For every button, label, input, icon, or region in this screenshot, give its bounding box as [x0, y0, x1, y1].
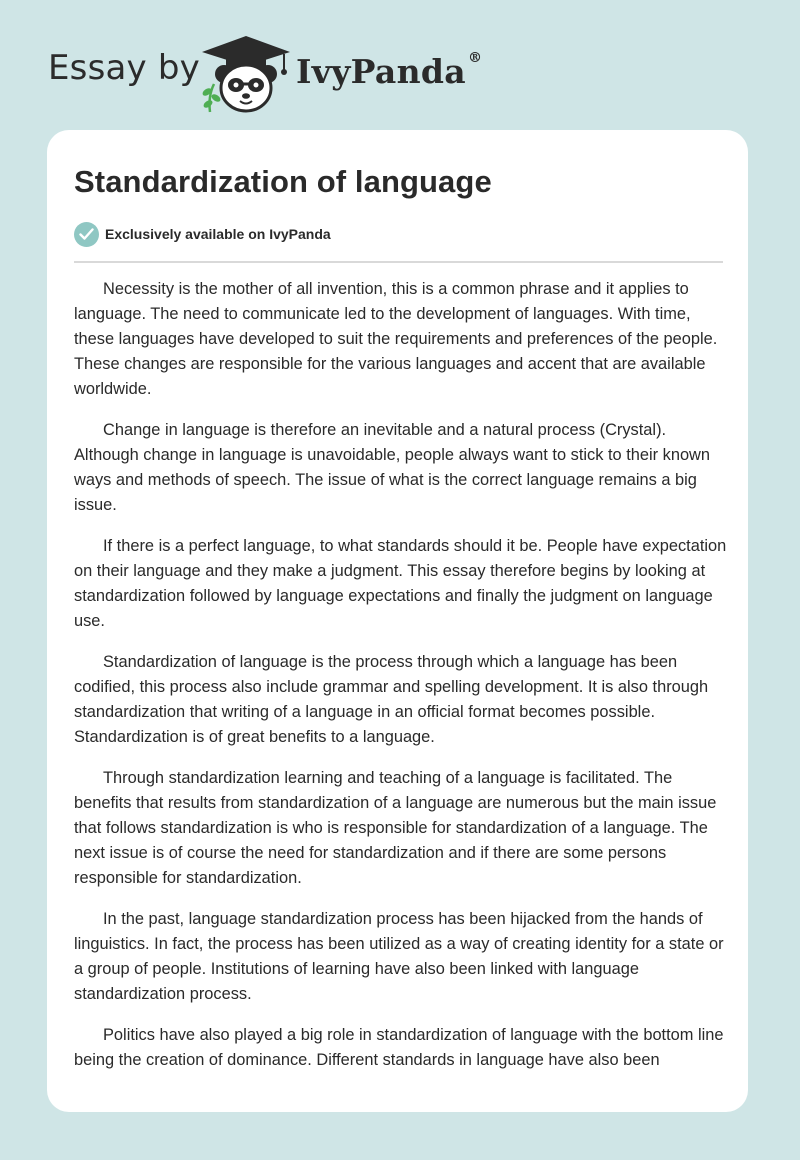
site-header	[0, 0, 800, 120]
paragraph: If there is a perfect language, to what standards should it be. People have expectation on their language and they make a judgment. This essay therefore begins by looking at standardization followed by language expectations and finally the judgment on language use.	[74, 537, 727, 630]
registered-mark: ®	[467, 50, 483, 66]
panda-logo-icon[interactable]	[198, 34, 294, 114]
essay-title: Standardization of language	[74, 164, 492, 199]
brand-name[interactable]	[296, 52, 482, 91]
check-circle-icon	[74, 222, 99, 247]
paragraph: Politics have also played a big role in standardization of language with the bottom line being the creation of dominance. Different standards in language have also been	[74, 1026, 724, 1069]
brand-prefix: Essay by	[48, 48, 200, 88]
divider	[74, 261, 723, 263]
exclusive-badge	[74, 221, 331, 247]
essay-card	[47, 130, 748, 1112]
brand-name-text: IvyPanda	[296, 52, 466, 91]
badge-text: Exclusively available on IvyPanda	[105, 226, 331, 242]
paragraph: Standardization of language is the process through which a language has been codified, this process also include grammar and spelling development. It is also through standardization that writing of a language in an official format becomes possible. Standardization is of great benefits to a language.	[74, 653, 709, 746]
paragraph: Necessity is the mother of all invention, this is a common phrase and it applies to language. The need to communicate led to the development of languages. With time, these languages have developed to suit the requirements and preferences of the people. These changes are responsible for the various languages and accent that are available worldwide.	[74, 280, 718, 398]
paragraph: Change in language is therefore an inevitable and a natural process (Crystal). Although change in language is unavoidable, people always want to stick to their known ways and methods of speech. The issue of what is the correct language remains a big issue.	[74, 421, 711, 514]
essay-body	[74, 277, 728, 1089]
paragraph: In the past, language standardization process has been hijacked from the hands of linguistics. In fact, the process has been utilized as a way of creating identity for a state or a group of people. Institutions of learning have also been linked with language standardization process.	[74, 910, 724, 1003]
paragraph: Through standardization learning and teaching of a language is facilitated. The benefits that results from standardization of a language are numerous but the main issue that follows standardization is who is responsible for standardization of a language. The next issue is of course the need for standardization and if there are some persons responsible for standardization.	[74, 769, 717, 887]
